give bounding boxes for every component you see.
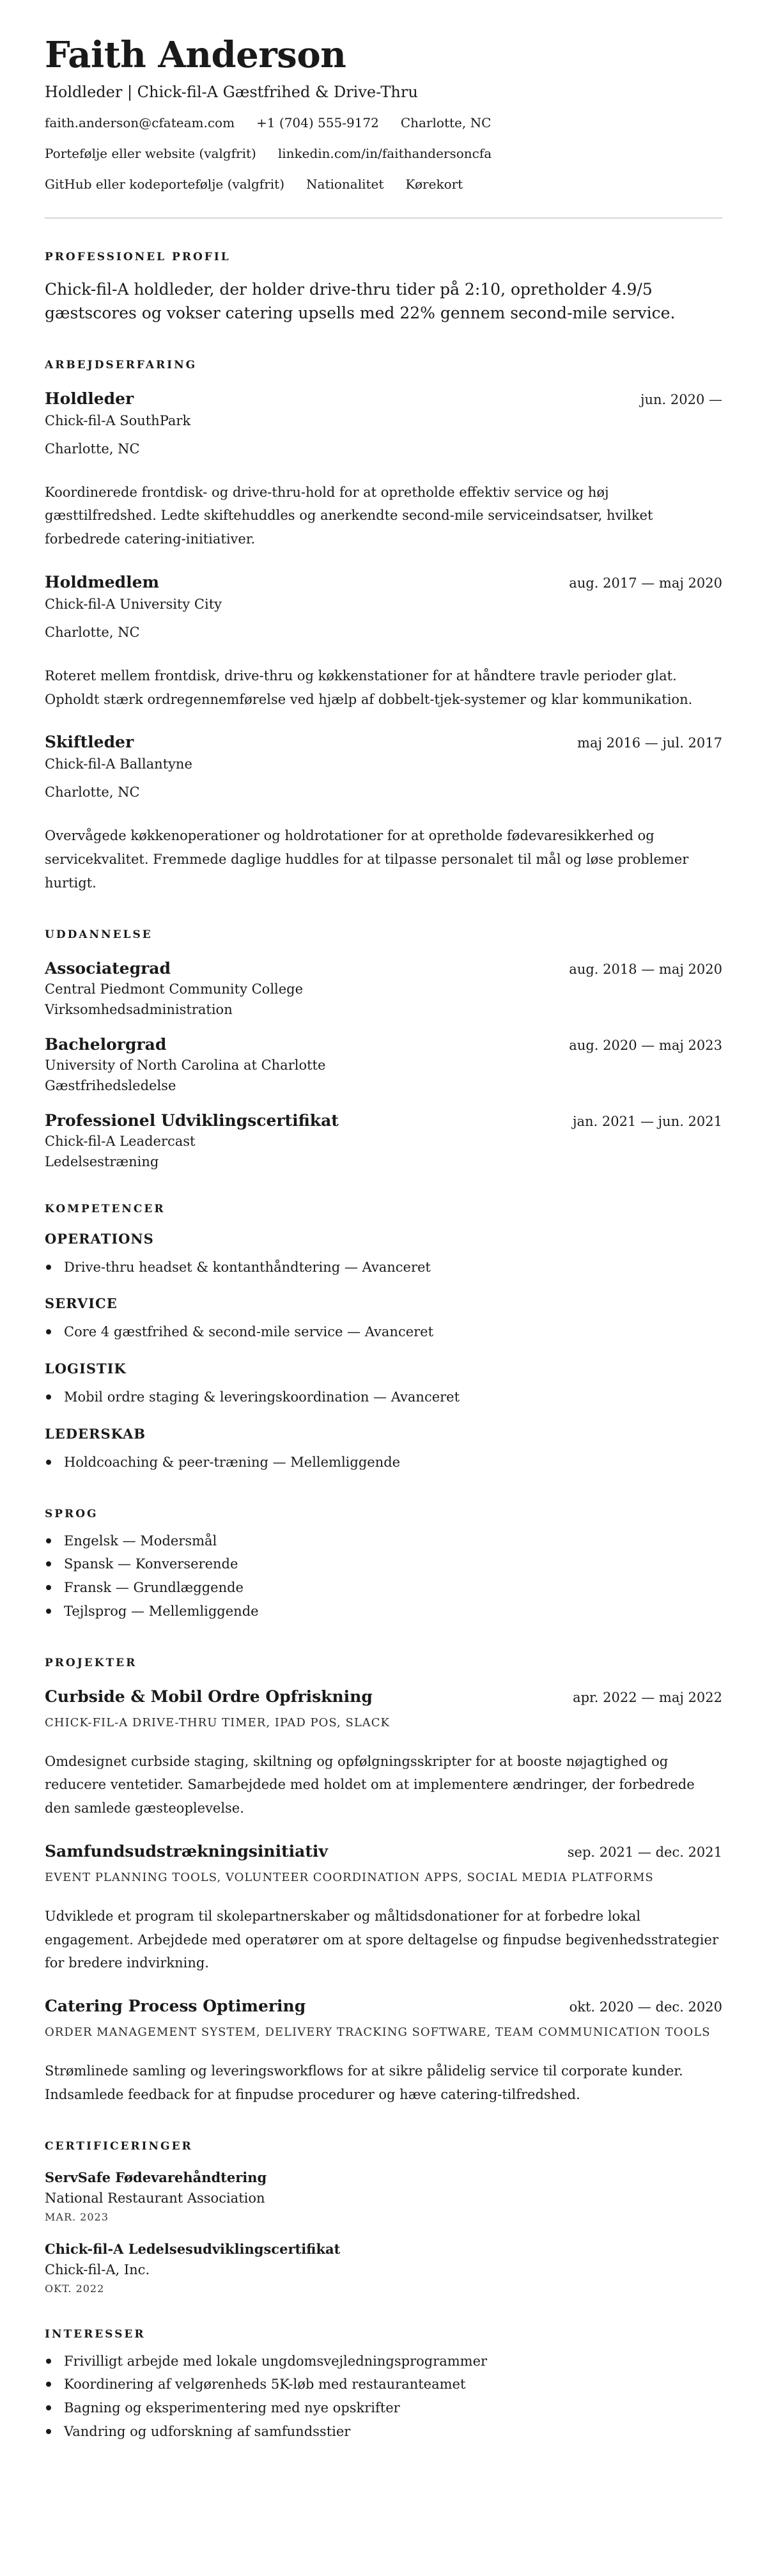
job-location: Charlotte, NC (45, 785, 140, 800)
competency-item: Drive-thru headset & kontanthåndtering — Avanceret (45, 1256, 722, 1279)
job-description: Koordinerede frontdisk- og drive-thru-hold for at opretholde effektiv service og høj gæsttilfredshed. Ledte skiftehuddles og anerkendte second-mile serviceindsatser, hvilket forbedrede catering-initiativer. (45, 484, 653, 547)
interest-item: Koordinering af velgørenheds 5K-løb med restauranteamet (45, 2373, 722, 2396)
job-description: Overvågede køkkenoperationer og holdrotationer for at opretholde fødevaresikkerhed og servicekvalitet. Fremmede daglige huddles for at tilpasse personalet til mål og løse problemer hurtigt. (45, 828, 689, 891)
project-description: Strømlinede samling og leveringsworkflows for at sikre pålidelig service til corporate kunder. Indsamlede feedback for at finpudse procedurer og hæve catering-tilfredshed. (45, 2063, 683, 2102)
language-item: Engelsk — Modersmål (45, 1529, 722, 1553)
competency-list (45, 1256, 722, 1279)
project-entry (45, 1687, 722, 1820)
contact-phone[interactable]: +1 (704) 555-9172 (256, 114, 379, 130)
project-entry (45, 1997, 722, 2107)
language-item: Tejlsprog — Mellemliggende (45, 1600, 722, 1623)
competency-item: Core 4 gæstfrihed & second-mile service — Avanceret (45, 1320, 722, 1344)
study-field: Gæstfrihedsledelse (45, 1077, 176, 1093)
contact-row-1 (45, 116, 722, 129)
degree-dates: aug. 2018 — maj 2020 (569, 961, 722, 977)
job-role: Holdleder (45, 389, 134, 408)
experience-title: ARBEJDSERFARING (45, 358, 198, 371)
experience-entry (45, 389, 722, 551)
experience-entry (45, 573, 722, 712)
education-entry (45, 1035, 722, 1093)
language-item: Spansk — Konverserende (45, 1552, 722, 1576)
project-tech: ORDER MANAGEMENT SYSTEM, DELIVERY TRACKING SOFTWARE, TEAM COMMUNICATION TOOLS (45, 2026, 711, 2040)
language-item: Fransk — Grundlæggende (45, 1576, 722, 1600)
interest-item: Frivilligt arbejde med lokale ungdomsvejledningsprogrammer (45, 2350, 722, 2373)
certification-issuer: Chick-fil-A, Inc. (45, 2261, 150, 2277)
contact-location: Charlotte, NC (400, 114, 492, 130)
interest-item: Bagning og eksperimentering med nye opskrifter (45, 2396, 722, 2420)
study-field: Virksomhedsadministration (45, 1001, 233, 1017)
job-company: Chick-fil-A University City (45, 596, 222, 612)
project-tech: EVENT PLANNING TOOLS, VOLUNTEER COORDINATION APPS, SOCIAL MEDIA PLATFORMS (45, 1870, 654, 1884)
competencies-section (45, 1203, 722, 1474)
job-role: Holdmedlem (45, 572, 159, 591)
interest-list (45, 2350, 722, 2444)
competency-category: OPERATIONS (45, 1230, 154, 1247)
degree-dates: jan. 2021 — jun. 2021 (572, 1113, 722, 1129)
competency-item: Mobil ordre staging & leveringskoordination — Avanceret (45, 1386, 722, 1409)
certification-date: MAR. 2023 (45, 2210, 109, 2223)
certification-name: Chick-fil-A Ledelsesudviklingscertifikat (45, 2240, 341, 2257)
education-entry (45, 959, 722, 1017)
contact-linkedin[interactable]: linkedin.com/in/faithandersoncfa (277, 145, 492, 161)
competencies-title: KOMPETENCER (45, 1202, 166, 1215)
language-list (45, 1529, 722, 1623)
education-title: UDDANNELSE (45, 928, 153, 941)
project-tech: CHICK-FIL-A DRIVE-THRU TIMER, IPAD POS, SLACK (45, 1715, 390, 1729)
competency-item: Holdcoaching & peer-træning — Mellemliggende (45, 1451, 722, 1474)
certification-entry (45, 2169, 722, 2223)
project-description: Omdesignet curbside staging, skiltning og opfølgningsskripter for at booste nøjagtighed og reducere ventetider. Samarbejdede med holdet om at implementere ændringer, der forbedrede den samlede gæsteoplevelse. (45, 1753, 695, 1816)
interest-item: Vandring og udforskning af samfundsstier (45, 2420, 722, 2444)
competency-list (45, 1320, 722, 1344)
profile-section (45, 251, 722, 325)
competency-category: SERVICE (45, 1295, 118, 1312)
certification-name: ServSafe Fødevarehåndtering (45, 2169, 267, 2185)
header-divider (45, 217, 722, 219)
profile-text: Chick-fil-A holdleder, der holder drive-thru tider på 2:10, opretholder 4.9/5 gæstscores og vokser catering upsells med 22% gennem second-mile service. (45, 279, 676, 323)
study-field: Ledelsestræning (45, 1153, 159, 1169)
job-description: Roteret mellem frontdisk, drive-thru og køkkenstationer for at håndtere travle perioder glat. Opholdt stærk ordregennemførelse ved hjælp af dobbelt-tjek-systemer og klar kommunikation. (45, 667, 693, 707)
project-description: Udviklede et program til skolepartnerskaber og måltidsdonationer for at forbedre lokal engagement. Arbejdede med operatører om at spore deltagelse og finpudse begivenhedsstrategier for bredere indvirkning. (45, 1908, 718, 1971)
contact-nationality: Nationalitet (306, 176, 384, 192)
contact-row-2 (45, 147, 722, 160)
project-name: Curbside & Mobil Ordre Opfriskning (45, 1687, 373, 1706)
school-name: University of North Carolina at Charlotte (45, 1057, 326, 1073)
job-location: Charlotte, NC (45, 624, 140, 640)
education-section (45, 928, 722, 1169)
experience-section (45, 359, 722, 895)
school-name: Chick-fil-A Leadercast (45, 1133, 196, 1149)
contact-row-3 (45, 178, 722, 191)
certifications-section (45, 2140, 722, 2295)
competency-list (45, 1386, 722, 1409)
certification-date: OKT. 2022 (45, 2282, 105, 2295)
certifications-title: CERTIFICERINGER (45, 2139, 193, 2153)
contact-portfolio[interactable]: Portefølje eller website (valgfrit) (45, 145, 256, 161)
school-name: Central Piedmont Community College (45, 981, 304, 997)
contact-email[interactable]: faith.anderson@cfateam.com (45, 114, 235, 130)
languages-title: SPROG (45, 1507, 98, 1520)
profile-title: PROFESSIONEL PROFIL (45, 250, 231, 263)
degree-dates: aug. 2020 — maj 2023 (569, 1037, 722, 1053)
project-dates: sep. 2021 — dec. 2021 (567, 1844, 722, 1860)
certification-issuer: National Restaurant Association (45, 2190, 265, 2206)
candidate-headline: Holdleder | Chick-fil-A Gæstfrihed & Drive-Thru (45, 82, 418, 101)
project-name: Catering Process Optimering (45, 1997, 306, 2016)
projects-title: PROJEKTER (45, 1656, 137, 1669)
job-location: Charlotte, NC (45, 441, 140, 457)
job-role: Skiftleder (45, 733, 134, 752)
project-name: Samfundsudstrækningsinitiativ (45, 1841, 328, 1861)
experience-entry (45, 733, 722, 894)
languages-section (45, 1508, 722, 1623)
interests-section (45, 2328, 722, 2444)
interests-title: INTERESSER (45, 2327, 146, 2341)
degree-name: Professionel Udviklingscertifikat (45, 1111, 339, 1130)
competency-category: LOGISTIK (45, 1361, 127, 1377)
candidate-name: Faith Anderson (45, 34, 346, 76)
job-dates: aug. 2017 — maj 2020 (569, 575, 722, 591)
degree-name: Bachelorgrad (45, 1034, 167, 1054)
job-company: Chick-fil-A SouthPark (45, 412, 191, 428)
project-dates: apr. 2022 — maj 2022 (573, 1689, 722, 1705)
job-company: Chick-fil-A Ballantyne (45, 756, 192, 772)
education-entry (45, 1111, 722, 1169)
contact-github[interactable]: GitHub eller kodeportefølje (valgfrit) (45, 176, 285, 192)
competency-list (45, 1451, 722, 1474)
certification-entry (45, 2241, 722, 2295)
project-dates: okt. 2020 — dec. 2020 (569, 1999, 722, 2015)
job-dates: maj 2016 — jul. 2017 (577, 735, 722, 751)
contact-license: Kørekort (405, 176, 463, 192)
resume-header (45, 36, 722, 191)
job-dates: jun. 2020 — (640, 391, 722, 407)
project-entry (45, 1842, 722, 1975)
competency-category: LEDERSKAB (45, 1425, 146, 1442)
projects-section (45, 1657, 722, 2107)
degree-name: Associategrad (45, 958, 171, 978)
